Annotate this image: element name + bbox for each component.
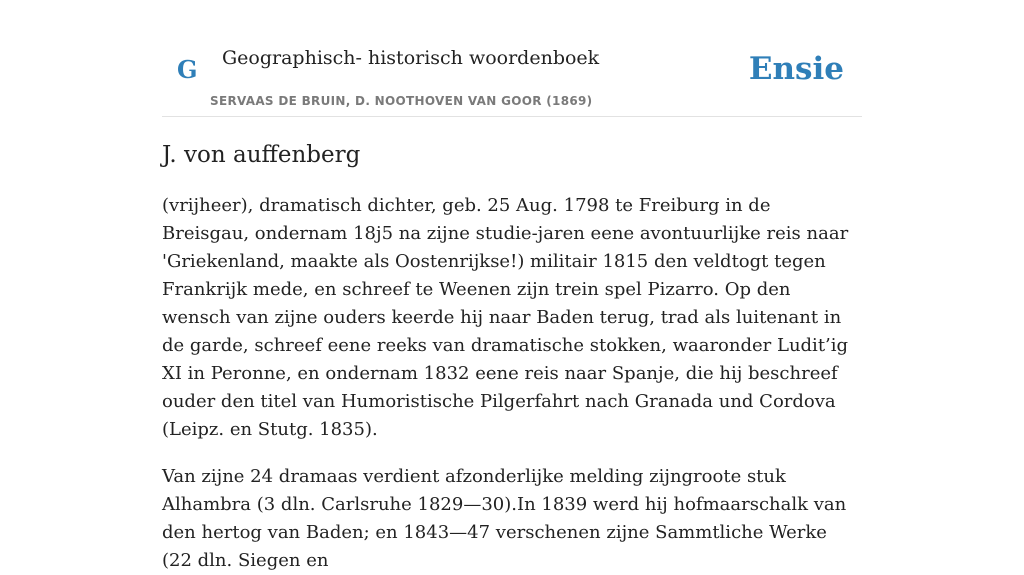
entry-article — [162, 134, 862, 575]
book-authors: SERVAAS DE BRUIN, D. NOOTHOVEN VAN GOOR (1869) — [210, 94, 593, 108]
entry-title: J. von auffenberg — [162, 142, 361, 168]
book-letter-mark[interactable]: G — [177, 55, 198, 84]
entry-paragraph: Van zijne 24 dramaas verdient afzonderlijke melding zijngroote stuk Alhambra (3 dln. Carlsruhe 1829—30).In 1839 werd hij hofmaarschalk van den hertog van Baden; en 1843—47 verschenen zijne Sammtliche Werke (22 dln. Siegen en — [162, 466, 847, 571]
book-header — [162, 0, 862, 117]
book-title[interactable]: Geographisch- historisch woordenboek — [222, 47, 600, 69]
entry-paragraph: (vrijheer), dramatisch dichter, geb. 25 Aug. 1798 te Freiburg in de Breisgau, ondernam 18j5 na zijne studie-jaren eene avontuurlijke reis naar 'Griekenland, maakte als Oostenrijkse!) militair 1815 den veldtogt tegen Frankrijk mede, en schreef te Weenen zijn trein spel Pizarro. Op den wensch van zijne ouders keerde hij naar Baden terug, trad als luitenant in de garde, schreef eene reeks van dramatische stokken, waaronder Ludit’ig XI in Peronne, en ondernam 1832 eene reis naar Spanje, die hij beschreef ouder den titel van Humoristische Pilgerfahrt nach Granada und Cordova (Leipz. en Stutg. 1835). — [162, 195, 849, 440]
brand-logo[interactable]: Ensie — [748, 51, 844, 87]
